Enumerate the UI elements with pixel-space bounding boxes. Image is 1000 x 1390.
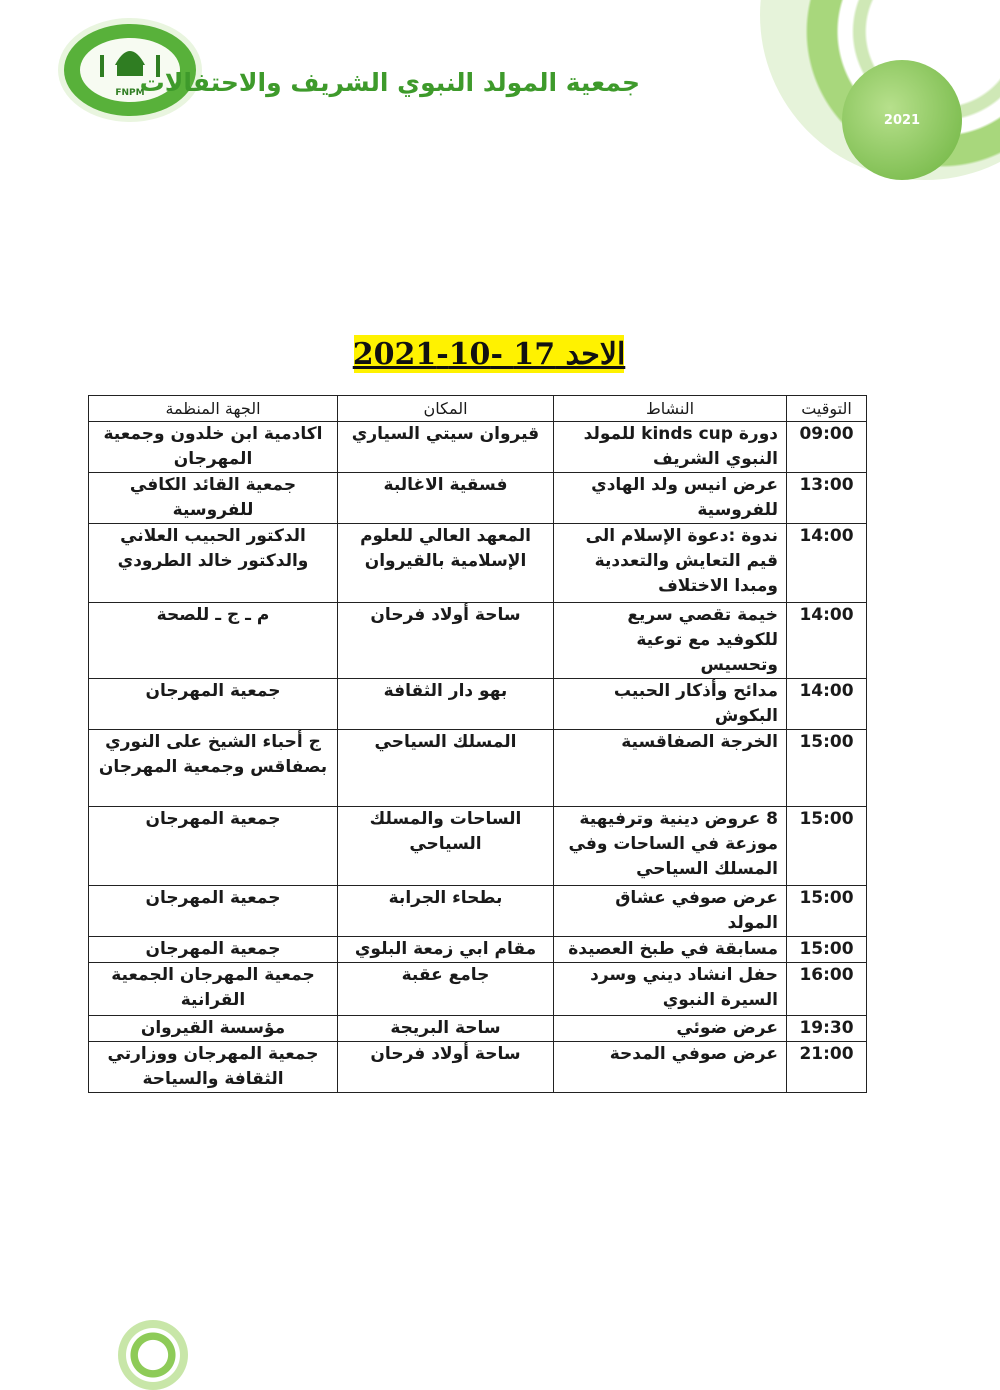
table-row [89,679,867,730]
cell-activity: حفل انشاد ديني وسرد السيرة النبوي [554,963,787,1016]
table-row [89,1016,867,1042]
cell-activity: الخرجة الصفاقسية [554,730,787,807]
cell-activity: ندوة :دعوة الإسلام الى قيم التعايش والتعددية ومبدا الاختلاف [554,524,787,603]
cell-organizer: جمعية المهرجان [89,937,338,963]
table-row [89,603,867,679]
header-activity: النشاط [554,396,787,422]
cell-place: بطحاء الجرابة [338,886,554,937]
cell-activity: عرض صوفي عشاق المولد [554,886,787,937]
cell-time: 13:00 [787,473,867,524]
cell-activity: عرض ضوئي [554,1016,787,1042]
cell-activity: مسابقة في طبخ العصيدة [554,937,787,963]
cell-organizer: جمعية القائد الكافي للفروسية [89,473,338,524]
cell-place: جامع عقبة [338,963,554,1016]
cell-time: 14:00 [787,603,867,679]
cell-time: 14:00 [787,679,867,730]
cell-place: المعهد العالي للعلوم الإسلامية بالقيروان [338,524,554,603]
cell-time: 15:00 [787,886,867,937]
cell-activity: 8 عروض دينية وترفيهية موزعة في الساحات وفي المسلك السياحي [554,807,787,886]
table-row [89,886,867,937]
cell-place: المسلك السياحي [338,730,554,807]
cell-place: مقام ابي زمعة البلوي [338,937,554,963]
cell-time: 15:00 [787,807,867,886]
date-heading-text: الاحد 17 -10-2021 [352,336,626,372]
cell-activity: مدائح وأذكار الحبيب البكوش [554,679,787,730]
cell-time: 21:00 [787,1042,867,1093]
cell-time: 14:00 [787,524,867,603]
cell-organizer: جمعية المهرجان [89,679,338,730]
cell-organizer: الدكتور الحبيب العلاني والدكتور خالد الطرودي [89,524,338,603]
cell-place: ساحة البريجة [338,1016,554,1042]
cell-place: ساحة أولاد فرحان [338,603,554,679]
cell-organizer: مؤسسة القيروان [89,1016,338,1042]
header-organizer: الجهة المنظمة [89,396,338,422]
table-row [89,1042,867,1093]
cell-time: 19:30 [787,1016,867,1042]
table-row [89,473,867,524]
cell-time: 09:00 [787,422,867,473]
cell-place: فسقية الاغالبة [338,473,554,524]
cell-activity: عرض انيس ولد الهادي للفروسية [554,473,787,524]
cell-place: الساحات والمسلك السياحي [338,807,554,886]
cell-activity: خيمة تقصي سريع للكوفيد مع توعية وتحسيس [554,603,787,679]
table-header-row [89,396,867,422]
header-place: المكان [338,396,554,422]
association-title: جمعية المولد النبوي الشريف والاحتفالات [139,68,640,97]
table-row [89,937,867,963]
table-row [89,807,867,886]
cell-organizer: جمعية المهرجان [89,807,338,886]
cell-organizer: جمعية المهرجان الجمعية القرانية [89,963,338,1016]
table-row [89,524,867,603]
svg-text:FNPM: FNPM [115,88,145,98]
cell-time: 16:00 [787,963,867,1016]
cell-organizer: اكادمية ابن خلدون وجمعية المهرجان [89,422,338,473]
cell-activity: دورة kinds cup للمولد النبوي الشريف [554,422,787,473]
cell-activity: عرض صوفي المدحة [554,1042,787,1093]
cell-place: قيروان سيتي السياري [338,422,554,473]
table-row [89,730,867,807]
cell-organizer: ج أحباء الشيخ على النوري بصفاقس وجمعية المهرجان [89,730,338,807]
cell-time: 15:00 [787,730,867,807]
cell-time: 15:00 [787,937,867,963]
table-row [89,422,867,473]
decorative-circle-bottom-left [118,1320,188,1390]
date-heading [354,335,624,373]
year-label: 2021 [883,112,921,128]
cell-organizer: جمعية المهرجان [89,886,338,937]
cell-place: بهو دار الثقافة [338,679,554,730]
schedule-table [88,395,867,1093]
cell-organizer: جمعية المهرجان ووزارتي الثقافة والسياحة [89,1042,338,1093]
cell-organizer: م ـ ج ـ للصحة [89,603,338,679]
cell-place: ساحة أولاد فرحان [338,1042,554,1093]
table-row [89,963,867,1016]
header-time: التوقيت [787,396,867,422]
